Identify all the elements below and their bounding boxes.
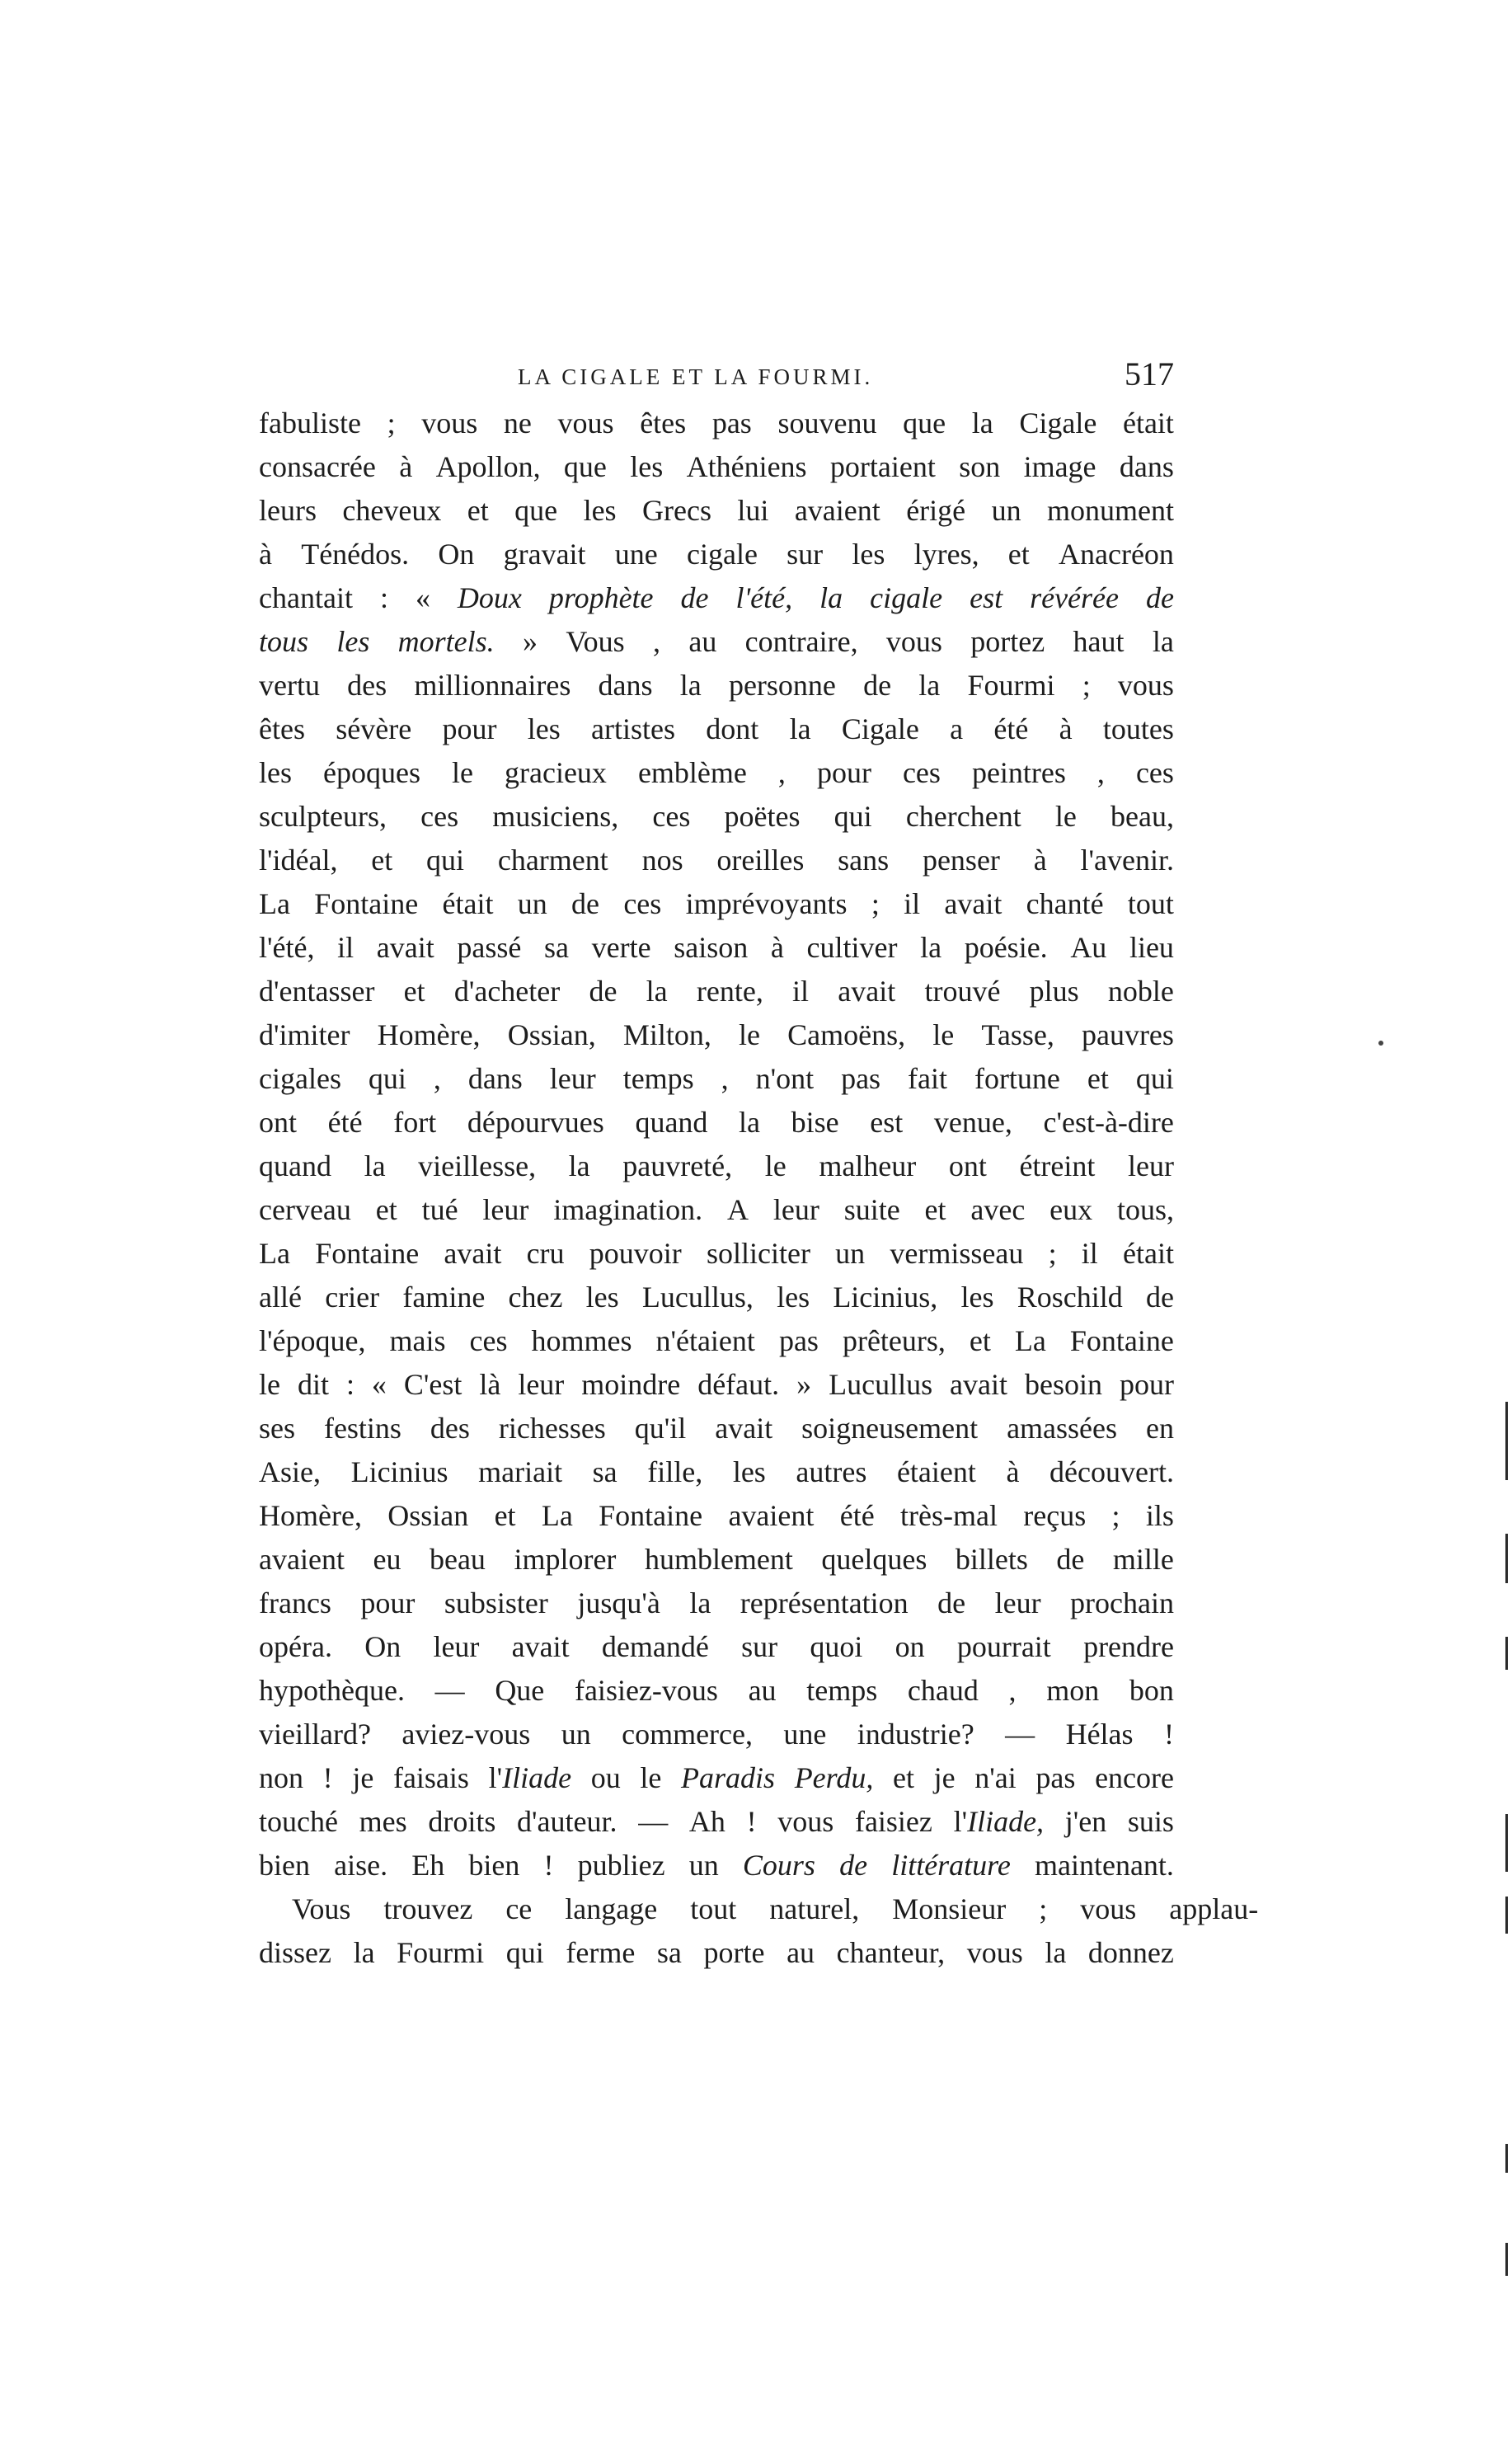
body-text <box>259 402 1259 1975</box>
text-line: vertu des millionnaires dans la personne de la Fourmi ; vous <box>259 669 1174 702</box>
text-line: consacrée à Apollon, que les Athéniens portaient son image dans <box>259 450 1174 483</box>
margin-line-mark <box>1505 1534 1508 1583</box>
text-line: bien aise. Eh bien ! publiez un Cours de littérature maintenant. <box>259 1849 1174 1882</box>
text-line: dissez la Fourmi qui ferme sa porte au chanteur, vous la donnez <box>259 1936 1174 1969</box>
margin-line-mark <box>1505 2243 1508 2276</box>
text-line: fabuliste ; vous ne vous êtes pas souvenu que la Cigale était <box>259 407 1174 439</box>
text-line: avaient eu beau implorer humblement quelques billets de mille <box>259 1543 1174 1576</box>
running-title: LA CIGALE ET LA FOURMI. <box>518 364 874 389</box>
text-line: l'idéal, et qui charment nos oreilles sans penser à l'avenir. <box>259 844 1174 877</box>
text-line: La Fontaine avait cru pouvoir solliciter un vermisseau ; il était <box>259 1237 1174 1270</box>
text-line: les époques le gracieux emblème , pour ces peintres , ces <box>259 756 1174 789</box>
margin-line-mark <box>1505 1814 1508 1872</box>
text-line: ses festins des richesses qu'il avait soigneusement amassées en <box>259 1412 1174 1445</box>
margin-line-mark <box>1505 1402 1508 1480</box>
text-line: cigales qui , dans leur temps , n'ont pas fait fortune et qui <box>259 1062 1174 1095</box>
text-line: hypothèque. — Que faisiez-vous au temps chaud , mon bon <box>259 1674 1174 1707</box>
margin-line-mark <box>1505 1637 1508 1670</box>
text-line: l'été, il avait passé sa verte saison à cultiver la poésie. Au lieu <box>259 931 1174 964</box>
text-line: opéra. On leur avait demandé sur quoi on pourrait prendre <box>259 1630 1174 1663</box>
running-head <box>259 355 1174 404</box>
text-line: d'entasser et d'acheter de la rente, il avait trouvé plus noble <box>259 975 1174 1008</box>
text-line: êtes sévère pour les artistes dont la Cigale a été à toutes <box>259 712 1174 745</box>
scan-speck <box>1378 1041 1383 1046</box>
text-line: ont été fort dépourvues quand la bise est venue, c'est-à-dire <box>259 1106 1174 1139</box>
text-line: quand la vieillesse, la pauvreté, le malheur ont étreint leur <box>259 1149 1174 1182</box>
text-line: francs pour subsister jusqu'à la représentation de leur prochain <box>259 1586 1174 1619</box>
text-line: tous les mortels. » Vous , au contraire, vous portez haut la <box>259 625 1174 658</box>
text-line: cerveau et tué leur imagination. A leur suite et avec eux tous, <box>259 1193 1174 1226</box>
text-line: La Fontaine était un de ces imprévoyants ; il avait chanté tout <box>259 887 1174 920</box>
text-line: vieillard? aviez-vous un commerce, une industrie? — Hélas ! <box>259 1718 1174 1751</box>
text-line: chantait : « Doux prophète de l'été, la cigale est révérée de <box>259 581 1174 614</box>
text-line: à Ténédos. On gravait une cigale sur les lyres, et Anacréon <box>259 538 1174 571</box>
text-line: le dit : « C'est là leur moindre défaut. » Lucullus avait besoin pour <box>259 1368 1174 1401</box>
text-line: allé crier famine chez les Lucullus, les Licinius, les Roschild de <box>259 1281 1174 1314</box>
text-line: Homère, Ossian et La Fontaine avaient été très-mal reçus ; ils <box>259 1499 1174 1532</box>
margin-line-mark <box>1505 2144 1508 2173</box>
text-line: l'époque, mais ces hommes n'étaient pas prêteurs, et La Fontaine <box>259 1324 1174 1357</box>
text-line: Asie, Licinius mariait sa fille, les autres étaient à découvert. <box>259 1455 1174 1488</box>
text-line: leurs cheveux et que les Grecs lui avaient érigé un monument <box>259 494 1174 527</box>
page-number: 517 <box>1125 355 1174 392</box>
text-line: touché mes droits d'auteur. — Ah ! vous faisiez l'Iliade, j'en suis <box>259 1805 1174 1838</box>
text-line: Vous trouvez ce langage tout naturel, Monsieur ; vous applau- <box>292 1892 1259 1925</box>
text-line: d'imiter Homère, Ossian, Milton, le Camoëns, le Tasse, pauvres <box>259 1018 1174 1051</box>
text-line: non ! je faisais l'Iliade ou le Paradis Perdu, et je n'ai pas encore <box>259 1761 1174 1794</box>
text-line: sculpteurs, ces musiciens, ces poëtes qui cherchent le beau, <box>259 800 1174 833</box>
margin-line-mark <box>1505 1897 1508 1934</box>
